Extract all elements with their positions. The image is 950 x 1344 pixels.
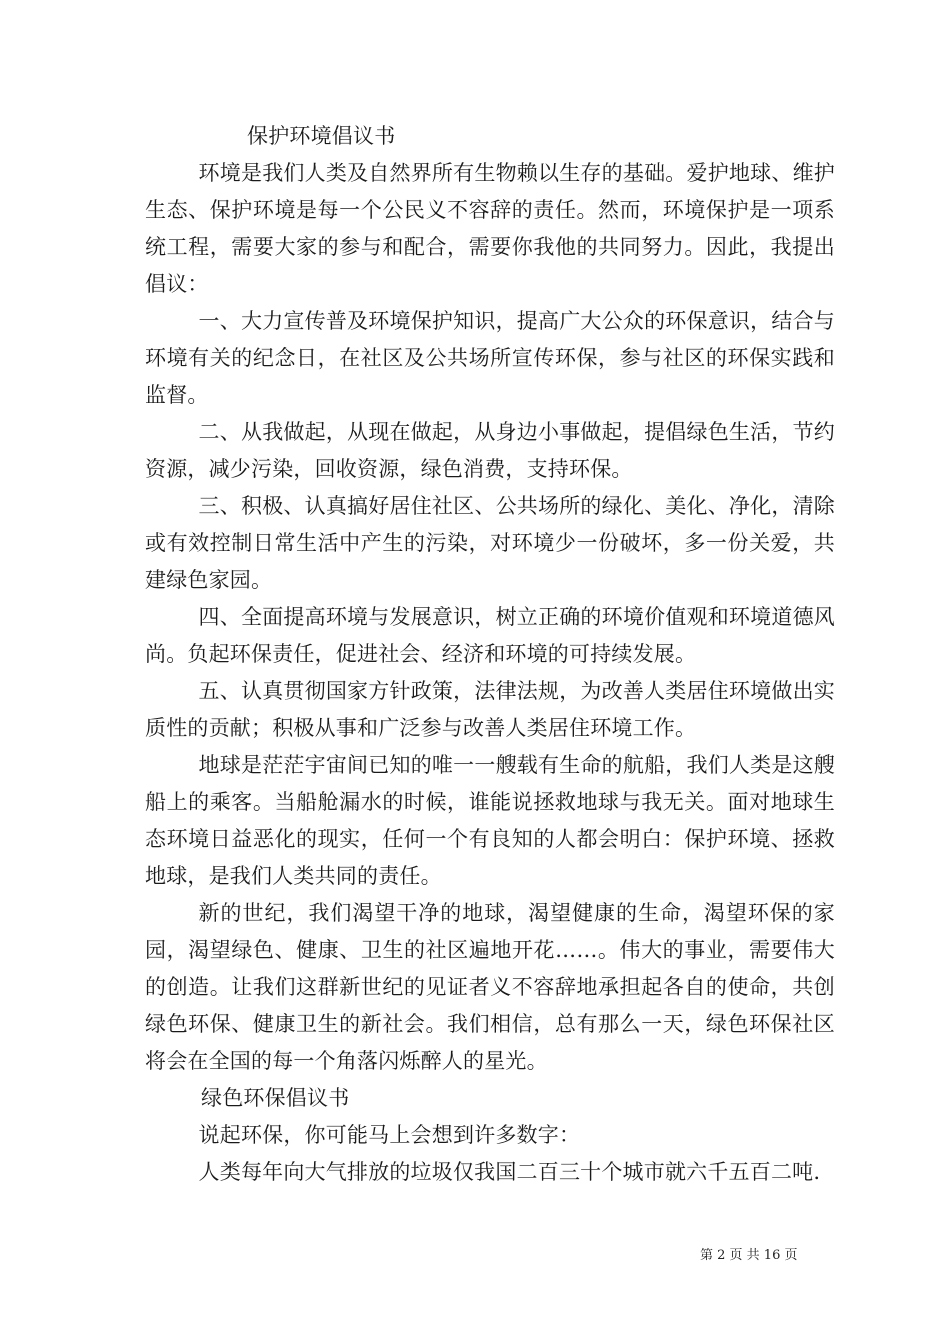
paragraph-second-intro: 说起环保，你可能马上会想到许多数字：	[198, 1123, 581, 1147]
paragraph-proposal-3: 三、积极、认真搞好居住社区、公共场所的绿化、美化、净化，清除或有效控制日常生活中产生的污染，对环境少一份破坏，多一份关爱，共建绿色家园。	[145, 494, 835, 592]
paragraph-second-statistic: 人类每年向大气排放的垃圾仅我国二百三十个城市就六千五百二吨.	[198, 1160, 821, 1184]
paragraph-proposal-4: 四、全面提高环境与发展意识，树立正确的环境价值观和环境道德风尚。负起环保责任，促进社会、经济和环境的可持续发展。	[145, 605, 835, 666]
paragraph-proposal-2: 二、从我做起，从现在做起，从身边小事做起，提倡绿色生活，节约资源，减少污染，回收资源，绿色消费，支持环保。	[145, 420, 835, 481]
document-body	[145, 118, 835, 1191]
document-title: 保护环境倡议书	[247, 124, 396, 148]
paragraph-proposal-5: 五、认真贯彻国家方针政策，法律法规，为改善人类居住环境做出实质性的贡献；积极从事和广泛参与改善人类居住环境工作。	[145, 679, 835, 740]
paragraph-intro: 环境是我们人类及自然界所有生物赖以生存的基础。爱护地球、维护生态、保护环境是每一个公民义不容辞的责任。然而，环境保护是一项系统工程，需要大家的参与和配合，需要你我他的共同努力。因此，我提出倡议：	[145, 161, 835, 296]
paragraph-earth: 地球是茫茫宇宙间已知的唯一一艘载有生命的航船，我们人类是这艘船上的乘客。当船舱漏水的时候，谁能说拯救地球与我无关。面对地球生态环境日益恶化的现实，任何一个有良知的人都会明白：保护环境、拯救地球，是我们人类共同的责任。	[145, 753, 835, 888]
paragraph-proposal-1: 一、大力宣传普及环境保护知识，提高广大公众的环保意识，结合与环境有关的纪念日，在社区及公共场所宣传环保，参与社区的环保实践和监督。	[145, 309, 835, 407]
paragraph-new-century: 新的世纪，我们渴望干净的地球，渴望健康的生命，渴望环保的家园，渴望绿色、健康、卫生的社区遍地开花……。伟大的事业，需要伟大的创造。让我们这群新世纪的见证者义不容辞地承担起各自的使命，共创绿色环保、健康卫生的新社会。我们相信，总有那么一天，绿色环保社区将会在全国的每一个角落闪烁醉人的星光。	[145, 901, 835, 1073]
second-document-title: 绿色环保倡议书	[201, 1086, 350, 1110]
page-number-footer: 第 2 页 共 16 页	[700, 1248, 798, 1263]
